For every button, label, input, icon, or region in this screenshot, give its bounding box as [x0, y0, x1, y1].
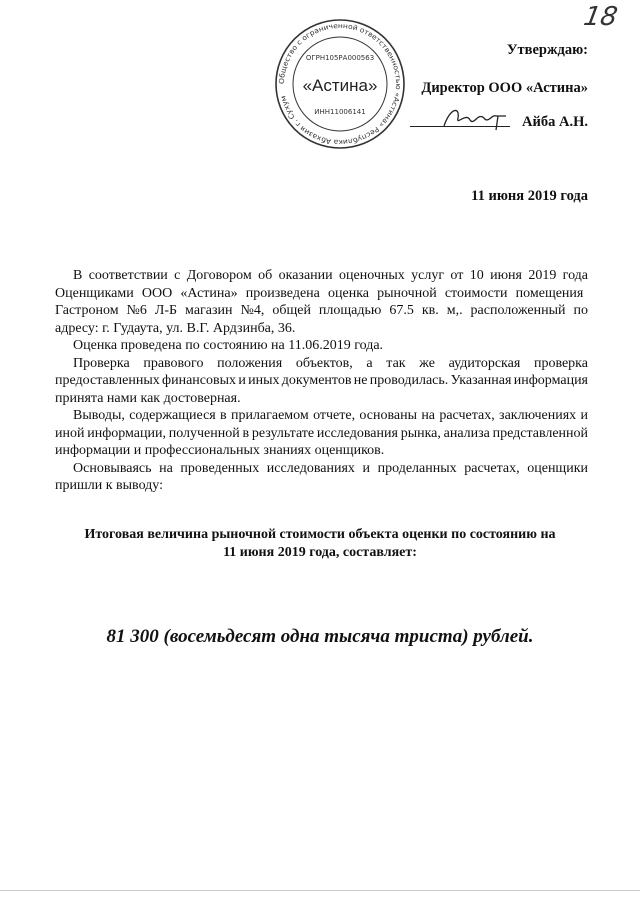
body-line: Выводы, содержащиеся в прилагаемом отчете, основаны на расчетах, заключениях и: [73, 408, 588, 423]
body-line: Оценщиками ООО «Астина» произведена оценка рыночной стоимости помещения: [55, 285, 584, 301]
signatory-name: Айба А.Н.: [522, 114, 588, 130]
body-line: предоставленных финансовых и иных документов не проводилась. Указанная информация: [55, 373, 588, 388]
signature: [440, 104, 510, 132]
body-line: Проверка правового положения объектов, а так же аудиторская проверка: [73, 355, 588, 371]
approval-heading: Утверждаю:: [506, 42, 588, 58]
body-line: В соответствии с Договором об оказании оценочных услуг от 10 июня 2019 года: [73, 268, 588, 283]
page-number: 18: [581, 2, 620, 32]
stamp-inn: ИНН11006141: [314, 108, 366, 116]
stamp-ogrn: ОГРН105РА000563: [305, 54, 375, 62]
body-line: иной информации, полученной в результате исследования рынка, анализа представленной: [55, 425, 589, 441]
conclusion-line-2: 11 июня 2019 года, составляет:: [223, 545, 417, 560]
body-line: Оценка проведена по состоянию на 11.06.2019 года.: [73, 338, 384, 353]
body-line: адресу: г. Гудаута, ул. В.Г. Ардзинба, 36.: [55, 320, 296, 336]
conclusion-line-1: Итоговая величина рыночной стоимости объекта оценки по состоянию на: [84, 527, 556, 542]
body-line: принята нами как достоверная.: [55, 390, 241, 406]
body-line: Основываясь на проведенных исследованиях и проделанных расчетах, оценщики: [73, 460, 588, 476]
stamp-center-text: «Астина»: [302, 76, 378, 95]
body-line: информации и профессиональных знаниях оценщиков.: [55, 443, 385, 458]
company-stamp: [272, 16, 408, 152]
approval-position: Директор ООО «Астина»: [421, 80, 588, 96]
valuation-amount: 81 300 (восемьдесят одна тысяча триста) рублей.: [106, 626, 534, 647]
body-line: Гастроном №6 Л-Б магазин №4, общей площадью 67.5 кв. м,. расположенный по: [55, 303, 588, 318]
body-line: пришли к выводу:: [55, 478, 164, 493]
stamp-ring-text: Общество с ограниченной ответственностью «Астина» Республика Абхазия г. Сухум: [277, 21, 403, 147]
approval-date: 11 июня 2019 года: [471, 188, 588, 204]
page-edge: [0, 890, 640, 891]
